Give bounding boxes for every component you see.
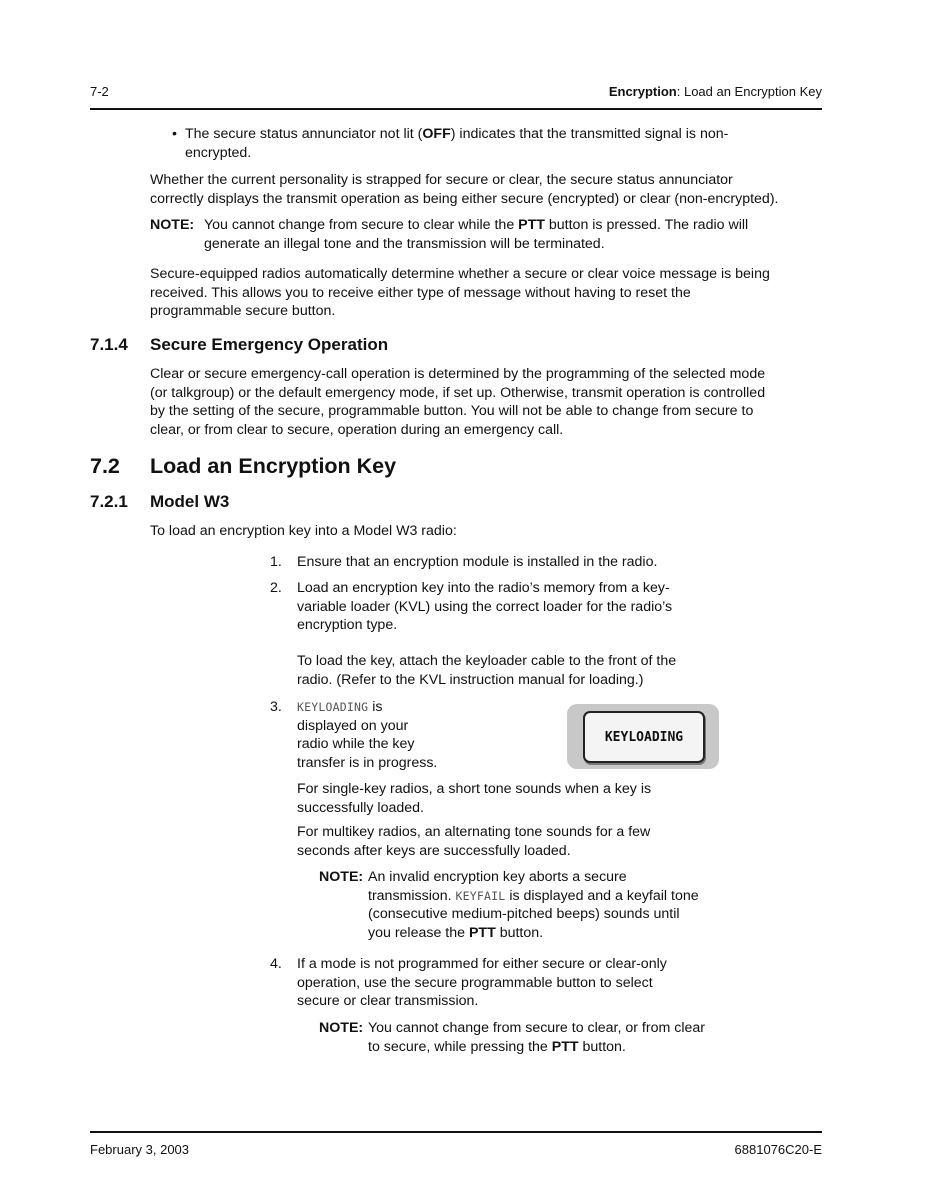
page-number: 7-2 [90, 84, 109, 99]
section-number-714: 7.1.4 [90, 335, 128, 354]
bullet-text: The secure status annunciator not lit (OFF) indicates that the transmitted signal is non- encrypted. [185, 126, 729, 161]
step-4-number: 4. [270, 956, 282, 972]
step-3-note-text: An invalid encryption key aborts a secure transmission. KEYFAIL is displayed and a keyfail tone (consecutive medium-pitched beeps) sounds until you release the PTT button. [368, 869, 699, 941]
bullet-icon: • [172, 126, 177, 142]
footer-date: February 3, 2003 [90, 1142, 190, 1157]
section-title-72: Load an Encryption Key [150, 454, 397, 478]
radio-display-illustration [567, 704, 719, 769]
step-2-number: 2. [270, 580, 282, 596]
section-title-721: Model W3 [150, 492, 230, 511]
section-number-72: 7.2 [90, 454, 120, 478]
step-1-number: 1. [270, 554, 282, 570]
footer-doc-number: 6881076C20-E [734, 1142, 822, 1157]
footer-rule [90, 1131, 822, 1133]
section-title-714: Secure Emergency Operation [150, 335, 389, 354]
header-rule [90, 108, 822, 110]
section-721-intro: To load an encryption key into a Model W3 radio: [150, 523, 457, 539]
running-header-section: Encryption [608, 84, 677, 99]
step-4-text: If a mode is not programmed for either secure or clear-only operation, use the secure programmable button to select secure or clear transmission. [297, 956, 667, 1010]
step-4-note-text: You cannot change from secure to clear, or from clear to secure, while pressing the PTT button. [368, 1020, 705, 1055]
note-label: NOTE: [150, 217, 195, 233]
paragraph-secure-equipped: Secure-equipped radios automatically determine whether a secure or clear voice message is being received. This allows you to receive either type of message without having to reset the programmable secure button. [150, 266, 770, 320]
step-1-text: Ensure that an encryption module is installed in the radio. [297, 554, 658, 570]
step-3-note-label: NOTE: [319, 869, 364, 885]
step-3-single-key: For single-key radios, a short tone sounds when a key is successfully loaded. [297, 781, 652, 816]
paragraph-emergency: Clear or secure emergency-call operation is determined by the programming of the selected mode (or talkgroup) or the default emergency mode, if set up. Otherwise, transmit operation is controlled by the setting of the secure, programmable button. You will not be able to change from secure to clear, or from clear to secure, operation during an emergency call. [150, 366, 766, 438]
step-3-number: 3. [270, 699, 282, 715]
step-3-multikey: For multikey radios, an alternating tone sounds for a few seconds after keys are successfully loaded. [297, 824, 651, 859]
running-header-title: : Load an Encryption Key [676, 84, 822, 99]
step-2-subtext: To load the key, attach the keyloader cable to the front of the radio. (Refer to the KVL instruction manual for loading.) [297, 653, 677, 688]
lcd-text-keyloading: KEYLOADING [297, 700, 369, 714]
note-text: You cannot change from secure to clear while the PTT button is pressed. The radio will generate an illegal tone and the transmission will be terminated. [204, 217, 749, 252]
section-number-721: 7.2.1 [90, 492, 128, 511]
running-header [609, 84, 822, 99]
paragraph-annunciator: Whether the current personality is strapped for secure or clear, the secure status annunciator correctly displays the transmit operation as being either secure (encrypted) or clear (non-encrypted). [150, 172, 779, 207]
step-4-note-label: NOTE: [319, 1020, 364, 1036]
radio-display-screen: KEYLOADING [583, 711, 705, 763]
step-2-text: Load an encryption key into the radio’s memory from a key- variable loader (KVL) using the correct loader for the radio’s encryption type. [297, 580, 673, 634]
step-3-text: KEYLOADING is displayed on your radio while the key transfer is in progress. [297, 699, 438, 771]
lcd-text-keyfail: KEYFAIL [455, 888, 506, 903]
